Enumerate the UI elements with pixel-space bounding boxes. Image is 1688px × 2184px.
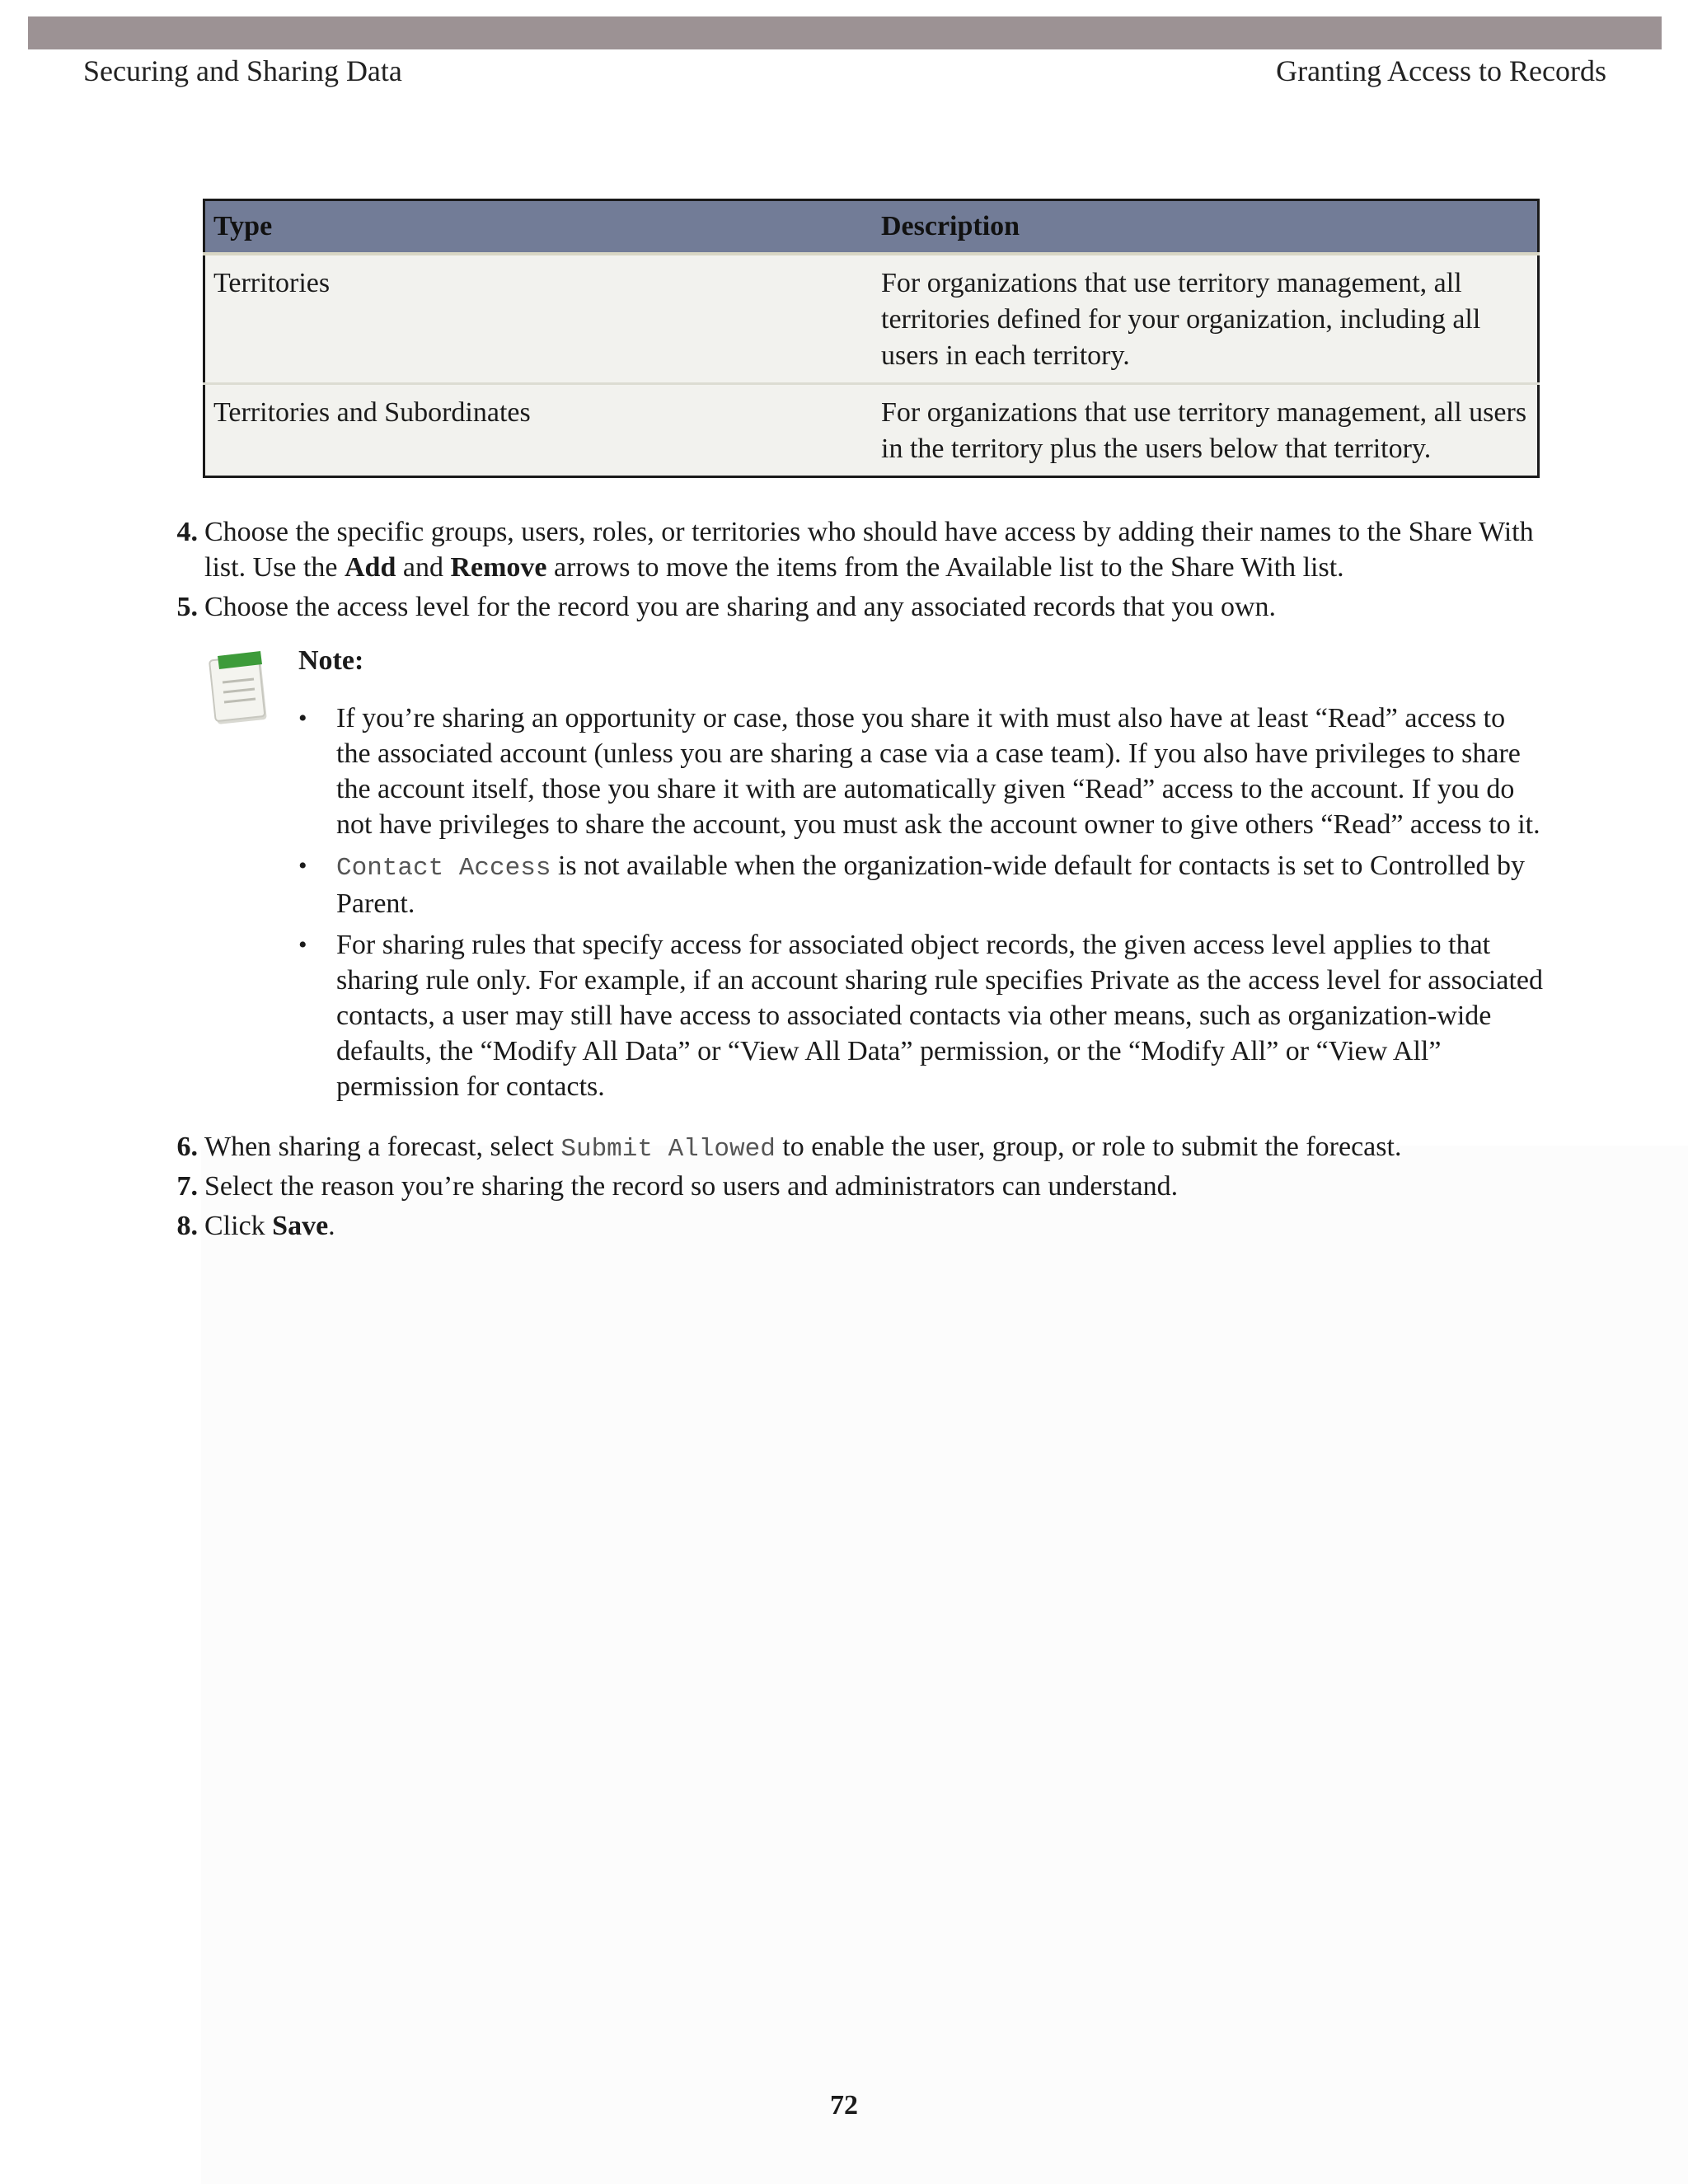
step-text-part: Choose the specific groups, users, roles, or territories who should have access by adding their names to the Share With list. Use the <box>204 517 1534 583</box>
step-4 <box>165 514 1550 585</box>
table-header-row <box>204 200 1539 255</box>
note-icon <box>206 649 272 729</box>
step-5 <box>165 589 1550 625</box>
column-header-type: Type <box>204 200 874 255</box>
step-number: 5. <box>176 592 198 622</box>
section-title: Securing and Sharing Data <box>83 54 402 87</box>
step-text-part: and <box>396 552 451 583</box>
page-number: 72 <box>830 2090 858 2121</box>
step-6 <box>165 1129 1550 1167</box>
bullet: • <box>298 705 307 732</box>
step-number: 4. <box>176 517 198 547</box>
step-text-part: arrows to move the items from the Available list to the Share With list. <box>546 552 1344 583</box>
bullet: • <box>298 852 307 879</box>
remove-arrow-label: Remove <box>450 552 547 583</box>
column-header-description: Description <box>873 200 1539 255</box>
list-item <box>298 927 1543 1104</box>
list-item <box>298 701 1543 842</box>
step-text <box>204 1208 1550 1244</box>
table-row <box>204 254 1539 384</box>
field-name: Submit Allowed <box>560 1135 776 1164</box>
table-row <box>204 384 1539 477</box>
step-text-part: to enable the user, group, or role to submit the forecast. <box>775 1132 1402 1162</box>
step-text-part: Click <box>204 1211 273 1241</box>
step-text: Choose the access level for the record you are sharing and any associated records that you own. <box>204 592 1277 622</box>
step-number: 7. <box>176 1171 198 1202</box>
chapter-title: Granting Access to Records <box>1276 54 1606 87</box>
step-number: 6. <box>176 1132 198 1162</box>
page-background <box>201 1146 1688 2184</box>
step-text <box>204 514 1550 585</box>
step-8 <box>165 1208 1550 1244</box>
step-text-part: . <box>328 1211 335 1241</box>
step-text <box>204 1129 1550 1167</box>
type-cell: Territories and Subordinates <box>204 384 874 477</box>
sharing-type-table <box>203 199 1540 478</box>
note-list <box>298 701 1543 1110</box>
step-7 <box>165 1169 1550 1204</box>
note-item-text: If you’re sharing an opportunity or case, those you share it with must also have at least “Read” access to the associated account (unless you are sharing a case via a case team). If you also have privileges to share the account itself, those you share it with are automatically given “Read” access to the account. If you do not have privileges to share the account, you must ask the account owner to give others “Read” access to it. <box>336 703 1540 840</box>
description-cell: For organizations that use territory management, all territories defined for your organization, including all users in each territory. <box>873 254 1539 384</box>
step-number: 8. <box>176 1211 198 1241</box>
add-arrow-label: Add <box>344 552 396 583</box>
save-button-label: Save <box>272 1211 329 1241</box>
note-item-text: For sharing rules that specify access for associated object records, the given access level applies to that sharing rule only. For example, if an account sharing rule specifies Private as the access level for associated contacts, a user may still have access to associated contacts via other means, such as organization-wide defaults, the “Modify All Data” or “View All Data” permission, or the “Modify All” or “View All” permission for contacts. <box>336 930 1543 1102</box>
type-cell: Territories <box>204 254 874 384</box>
list-item <box>298 848 1543 921</box>
step-text: Select the reason you’re sharing the record so users and administrators can understand. <box>204 1171 1179 1202</box>
note-title: Note: <box>298 645 364 676</box>
header-bar <box>28 16 1662 49</box>
step-text-part: When sharing a forecast, select <box>204 1132 561 1162</box>
bullet: • <box>298 931 307 958</box>
description-cell: For organizations that use territory management, all users in the territory plus the users below that territory. <box>873 384 1539 477</box>
field-name: Contact Access <box>336 854 551 883</box>
note-item-text: is not available when the organization-wide default for contacts is set to Controlled by Parent. <box>336 851 1525 919</box>
